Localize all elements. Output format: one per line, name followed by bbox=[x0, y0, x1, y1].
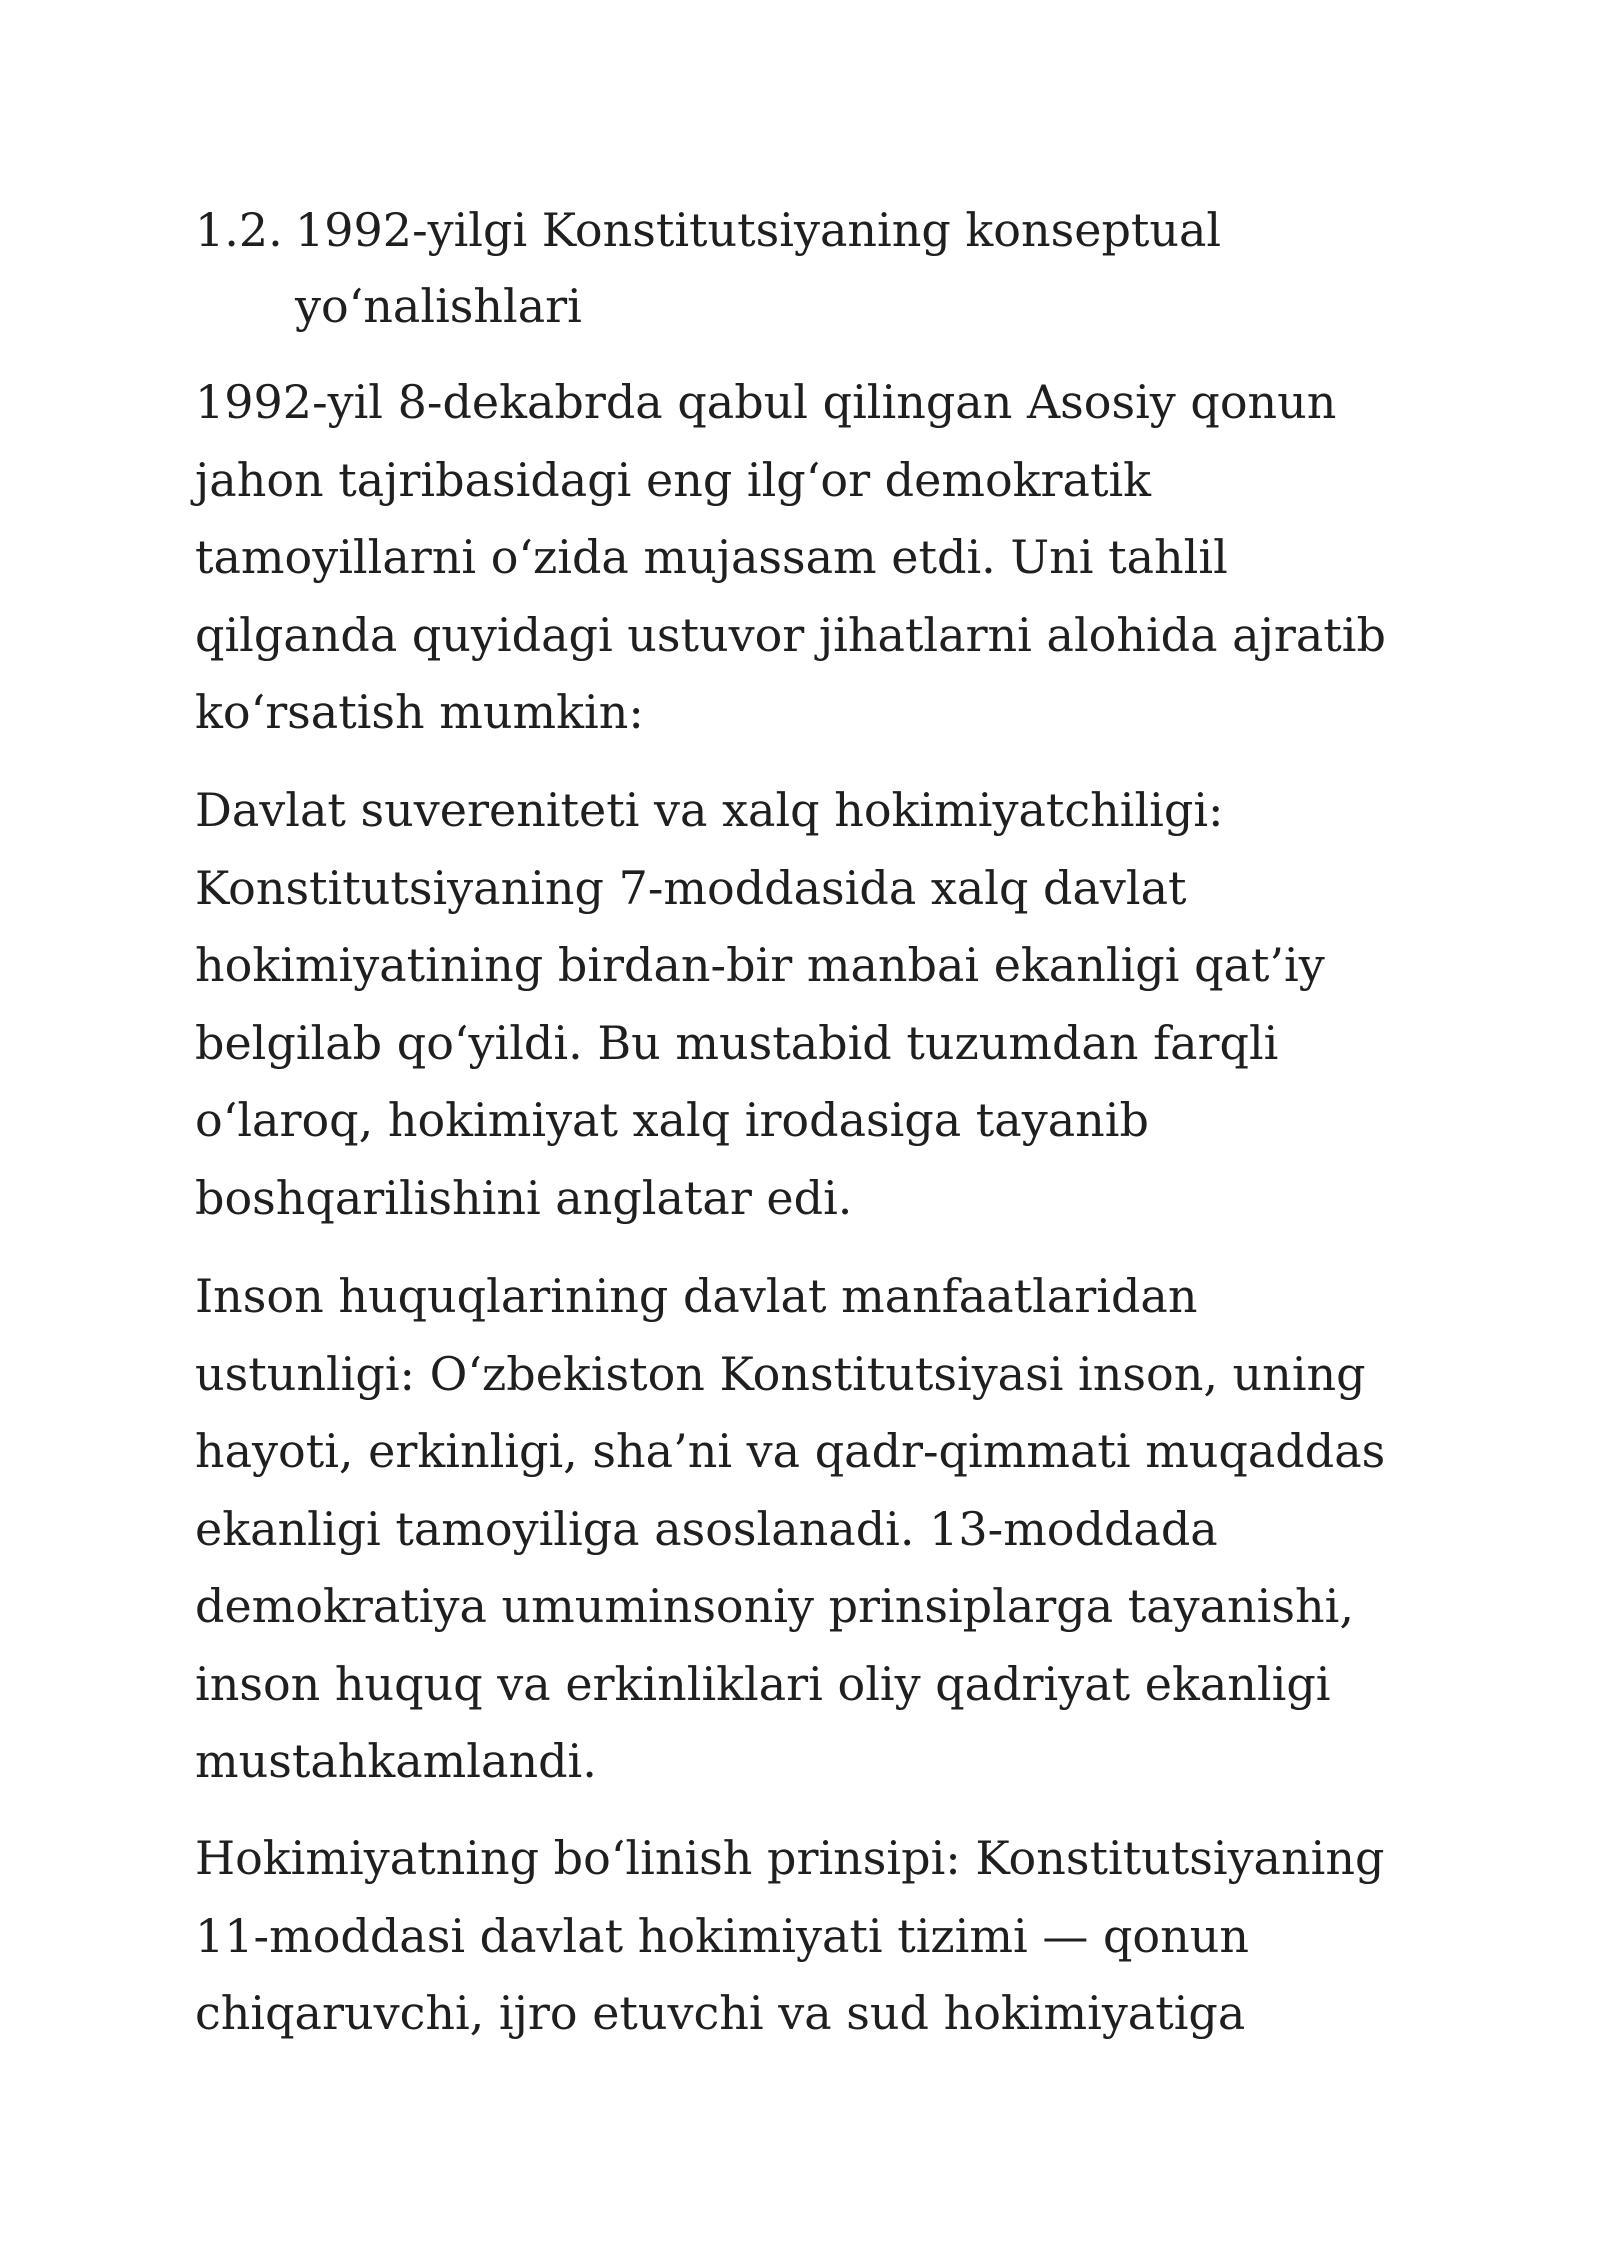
text-line: tamoyillarni o‘zida mujassam etdi. Uni tahlil bbox=[195, 530, 1228, 584]
text-line: qilganda quyidagi ustuvor jihatlarni alohida ajratib bbox=[195, 607, 1386, 662]
text-line: Davlat suvereniteti va xalq hokimiyatchiligi: bbox=[195, 783, 1224, 837]
text-line: 11-moddasi davlat hokimiyati tizimi — qonun bbox=[195, 1908, 1249, 1963]
section-title-line: 1992-yilgi Konstitutsiyaning konseptual bbox=[295, 203, 1222, 257]
text-line: ekanligi tamoyiliga asoslanadi. 13-moddada bbox=[195, 1501, 1218, 1556]
text-line: o‘laroq, hokimiyat xalq irodasiga tayanib bbox=[195, 1093, 1149, 1147]
text-line: belgilab qo‘yildi. Bu mustabid tuzumdan farqli bbox=[195, 1015, 1279, 1070]
text-line: hokimiyatining birdan-bir manbai ekanligi qat’iy bbox=[195, 938, 1325, 992]
section-title bbox=[295, 192, 1295, 344]
text-line: demokratiya umuminsoniy prinsiplarga tayanishi, bbox=[195, 1579, 1354, 1633]
text-line: chiqaruvchi, ijro etuvchi va sud hokimiyatiga bbox=[195, 1986, 1246, 2040]
text-line: 1992-yil 8-dekabrda qabul qilingan Asosiy qonun bbox=[195, 375, 1337, 429]
paragraph-human-rights bbox=[195, 1258, 1435, 1801]
section-title-line: yo‘nalishlari bbox=[295, 279, 582, 333]
text-line: inson huquq va erkinliklari oliy qadriyat ekanligi bbox=[195, 1656, 1331, 1711]
paragraph-intro bbox=[195, 364, 1435, 752]
text-line: Hokimiyatning bo‘linish prinsipi: Konstitutsiyaning bbox=[195, 1831, 1385, 1885]
section-number: 1.2. bbox=[195, 203, 283, 257]
text-line: Konstitutsiyaning 7-moddasida xalq davlat bbox=[195, 860, 1187, 915]
text-line: jahon tajribasidagi eng ilg‘or demokratik bbox=[195, 452, 1152, 507]
text-line: boshqarilishini anglatar edi. bbox=[195, 1170, 853, 1225]
text-line: ko‘rsatish mumkin: bbox=[195, 685, 644, 739]
text-line: hayoti, erkinligi, sha’ni va qadr-qimmati muqaddas bbox=[195, 1424, 1386, 1478]
paragraph-sovereignty bbox=[195, 772, 1435, 1237]
text-line: mustahkamlandi. bbox=[195, 1734, 597, 1788]
text-line: Inson huquqlarining davlat manfaatlaridan bbox=[195, 1269, 1198, 1323]
paragraph-separation-of-powers bbox=[195, 1820, 1435, 2053]
section-heading bbox=[195, 192, 1415, 344]
text-line: ustunligi: O‘zbekiston Konstitutsiyasi inson, uning bbox=[195, 1346, 1366, 1401]
